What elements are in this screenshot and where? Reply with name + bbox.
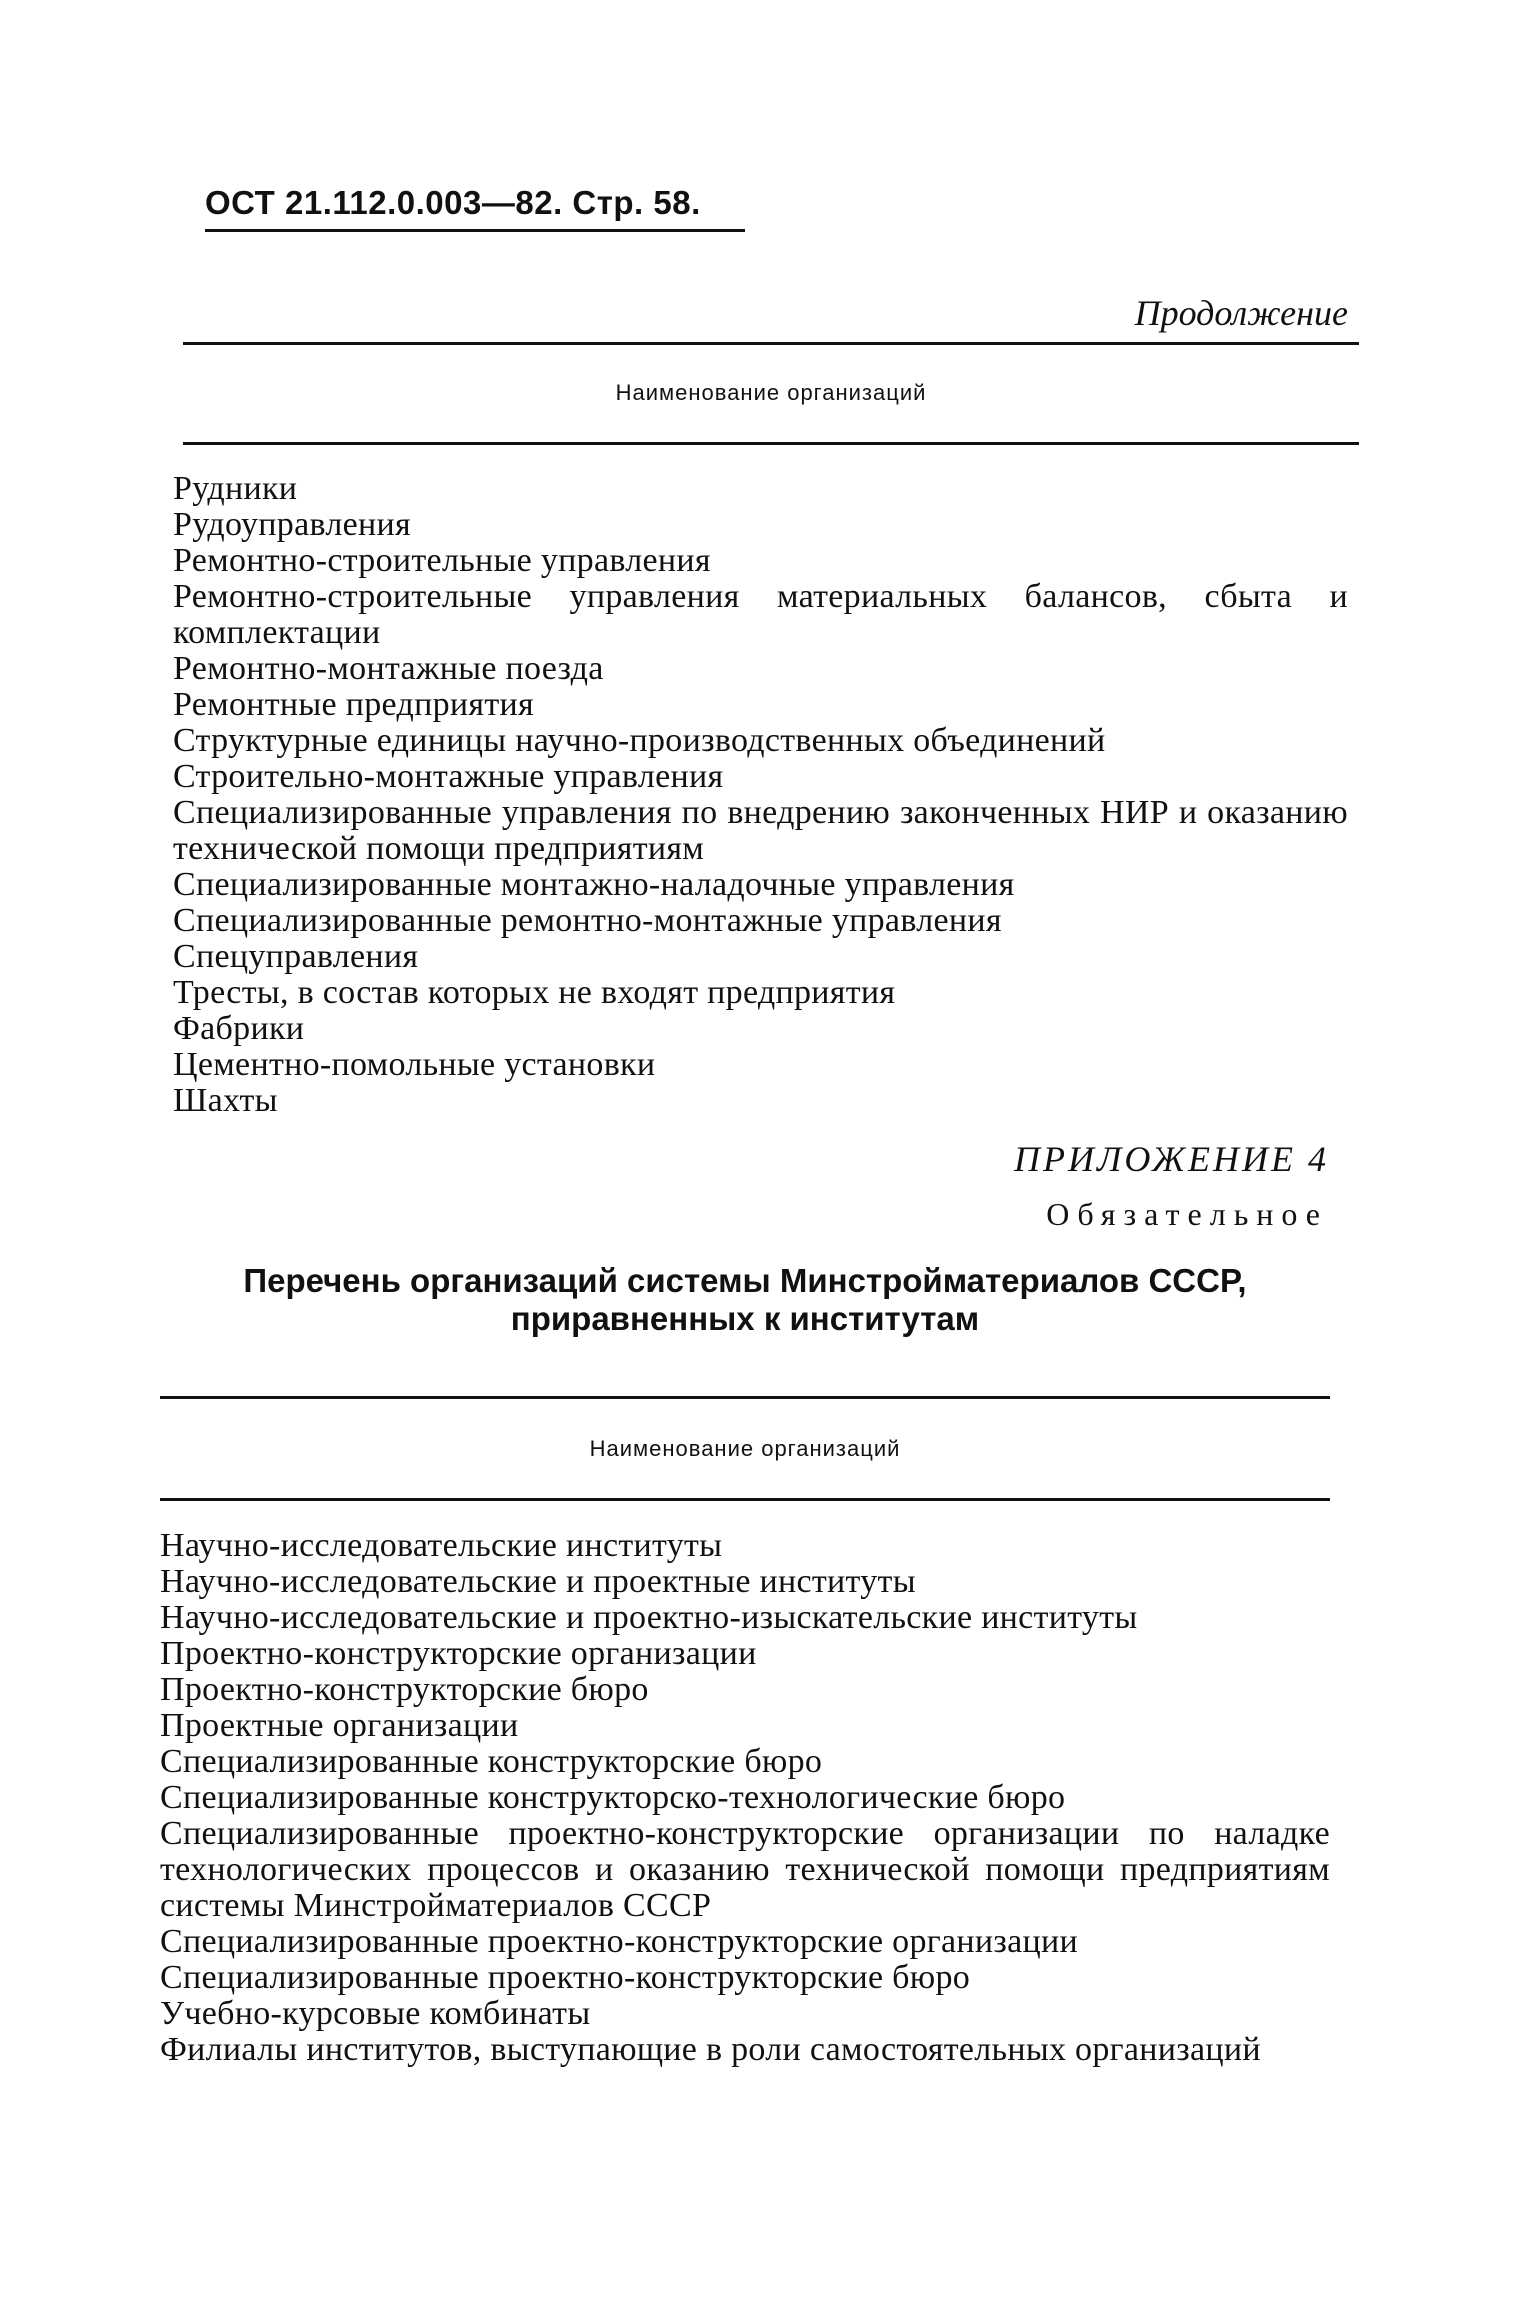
list-item: Специализированные управления по внедрению законченных НИР и оказанию технической помощи предприятиям bbox=[173, 794, 1348, 867]
appendix-title bbox=[160, 1262, 1330, 1338]
list-item: Научно-исследовательские и проектно-изыскательские институты bbox=[160, 1599, 1138, 1636]
table1-column-header: Наименование организаций bbox=[615, 380, 927, 405]
list-item: Строительно-монтажные управления bbox=[173, 758, 724, 795]
list-item: Филиалы институтов, выступающие в роли самостоятельных организаций bbox=[160, 2031, 1261, 2068]
list-item: Ремонтно-монтажные поезда bbox=[173, 650, 604, 687]
table2-list bbox=[160, 1528, 1330, 2068]
list-item: Специализированные конструкторские бюро bbox=[160, 1743, 823, 1780]
list-item: Цементно-помольные установки bbox=[173, 1046, 656, 1083]
list-item: Научно-исследовательские и проектные институты bbox=[160, 1563, 916, 1600]
list-item: Специализированные монтажно-наладочные управления bbox=[173, 866, 1015, 903]
list-item: Ремонтно-строительные управления bbox=[173, 542, 711, 579]
list-item: Ремонтные предприятия bbox=[173, 686, 534, 723]
list-item: Проектные организации bbox=[160, 1707, 519, 1744]
list-item: Шахты bbox=[173, 1082, 278, 1119]
list-item: Спецуправления bbox=[173, 938, 419, 975]
list-item: Специализированные конструкторско-технологические бюро bbox=[160, 1779, 1066, 1816]
table2-header-rule bbox=[160, 1498, 1330, 1501]
list-item: Специализированные проектно-конструкторские организации по наладке технологических процессов и оказанию технической помощи предприятиям системы Минстройматериалов СССР bbox=[160, 1815, 1330, 1924]
table1-top-rule bbox=[183, 342, 1359, 345]
page-header: ОСТ 21.112.0.003—82. Стр. 58. bbox=[205, 184, 701, 221]
list-item: Рудоуправления bbox=[173, 506, 411, 543]
list-item: Структурные единицы научно-производственных объединений bbox=[173, 722, 1106, 759]
continuation-label: Продолжение bbox=[1134, 293, 1348, 333]
list-item: Ремонтно-строительные управления материальных балансов, сбыта и комплектации bbox=[173, 578, 1348, 651]
list-item: Специализированные проектно-конструкторские бюро bbox=[160, 1959, 971, 1996]
appendix-title-line-1: Перечень организаций системы Минстройматериалов СССР, bbox=[243, 1262, 1247, 1299]
table2-column-header: Наименование организаций bbox=[589, 1436, 901, 1461]
list-item: Научно-исследовательские институты bbox=[160, 1527, 723, 1564]
list-item: Рудники bbox=[173, 470, 298, 507]
list-item: Специализированные проектно-конструкторские организации bbox=[160, 1923, 1079, 1960]
list-item: Учебно-курсовые комбинаты bbox=[160, 1995, 591, 2032]
list-item: Тресты, в состав которых не входят предприятия bbox=[173, 974, 896, 1011]
table1-list bbox=[173, 471, 1348, 1119]
list-item: Фабрики bbox=[173, 1010, 305, 1047]
appendix-title-line-2: приравненных к институтам bbox=[510, 1300, 980, 1337]
appendix-label: ПРИЛОЖЕНИЕ 4 bbox=[1014, 1139, 1329, 1179]
table1-header-rule bbox=[183, 442, 1359, 445]
list-item: Проектно-конструкторские организации bbox=[160, 1635, 757, 1672]
appendix-status: Обязательное bbox=[1046, 1196, 1328, 1232]
list-item: Проектно-конструкторские бюро bbox=[160, 1671, 649, 1708]
header-underline bbox=[205, 229, 745, 232]
table2-top-rule bbox=[160, 1396, 1330, 1399]
list-item: Специализированные ремонтно-монтажные управления bbox=[173, 902, 1002, 939]
